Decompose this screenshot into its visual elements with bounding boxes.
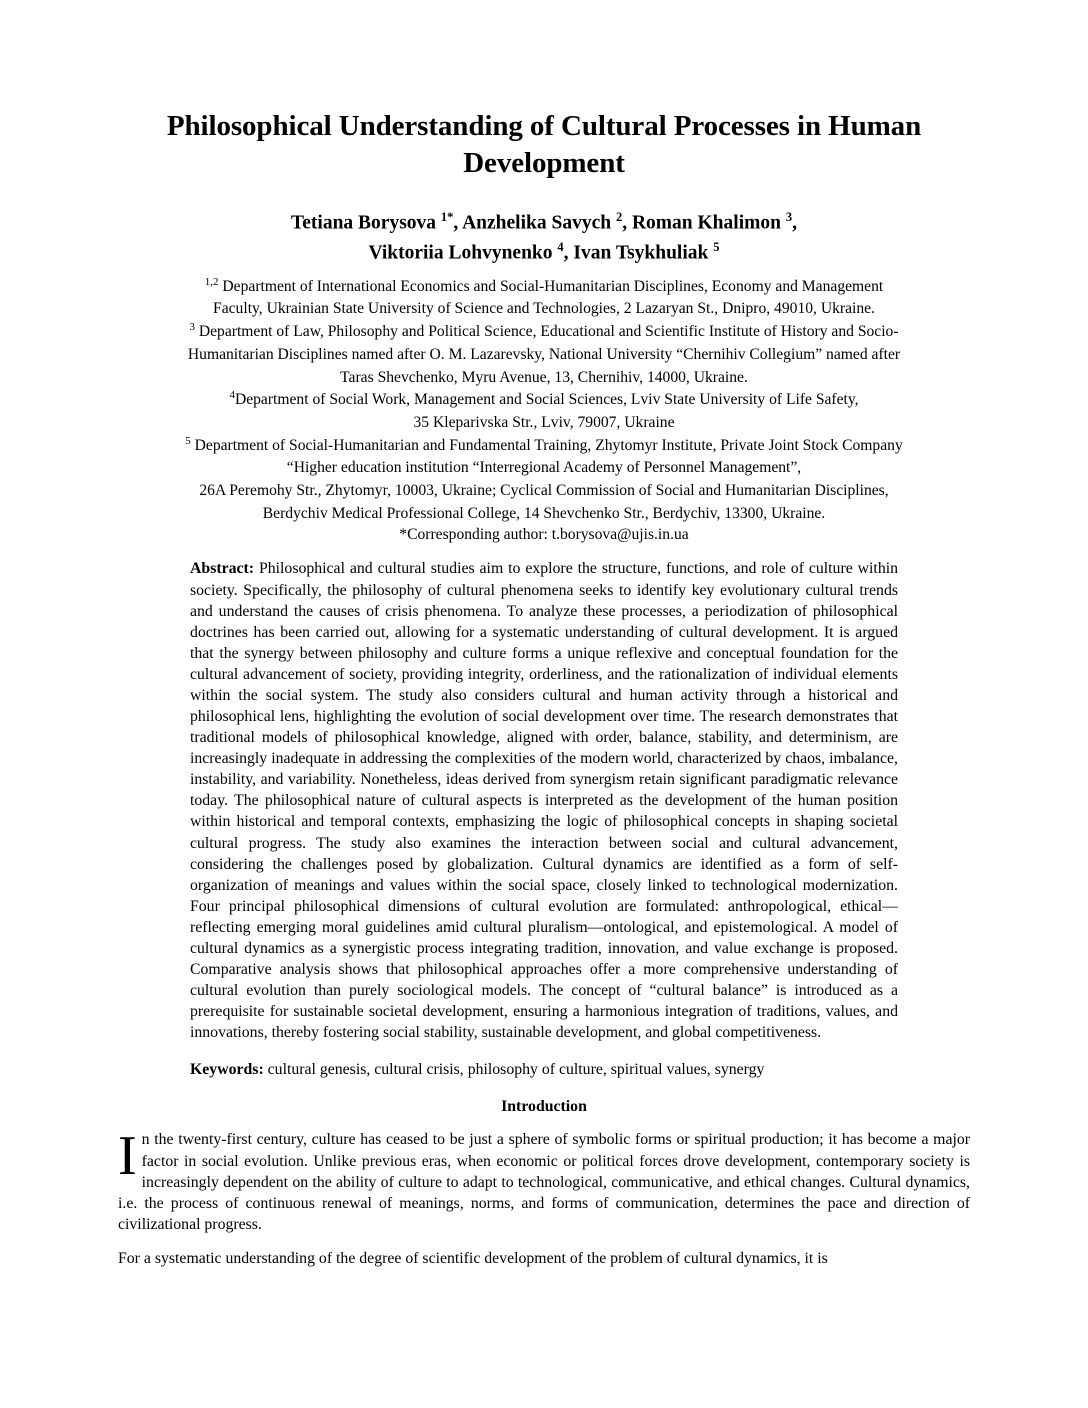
- author-line-1: [118, 208, 970, 238]
- affiliation-text: Department of International Economics and Social-Humanitarian Disciplines, Economy and Management: [218, 277, 884, 295]
- abstract-section: [190, 558, 898, 1043]
- page-title: Philosophical Understanding of Cultural Processes in Human Development: [166, 110, 922, 180]
- author-name-4: Viktoriia Lohvynenko: [368, 242, 558, 264]
- affiliation-marker: 4: [229, 389, 235, 402]
- affiliation-text: 26A Peremohy Str., Zhytomyr, 10003, Ukraine; Cyclical Commission of Social and Humanitarian Disciplines,: [199, 482, 889, 500]
- affiliation-line: [118, 343, 970, 366]
- affiliation-line: [118, 275, 970, 298]
- affiliation-text: 35 Kleparivska Str., Lviv, 79007, Ukraine: [413, 414, 675, 432]
- author-list: [118, 208, 970, 268]
- author-name-1: Tetiana Borysova: [291, 212, 441, 234]
- affiliation-line: [118, 320, 970, 343]
- affiliation-text: Faculty, Ukrainian State University of Science and Technologies, 2 Lazaryan St., Dnipro, 49010, Ukraine.: [213, 300, 875, 318]
- section-heading-introduction: Introduction: [501, 1098, 587, 1116]
- author-affil-marker-2: 2: [615, 210, 623, 225]
- author-line-2: [118, 238, 970, 268]
- affiliation-line: [118, 388, 970, 411]
- keywords-label: Keywords:: [190, 1061, 264, 1079]
- author-sep-2: , Roman Khalimon: [622, 212, 786, 234]
- affiliation-line: [118, 434, 970, 457]
- author-sep-4: , Ivan Tsykhuliak: [563, 242, 714, 264]
- affiliation-line: [118, 456, 970, 479]
- keywords-text: cultural genesis, cultural crisis, philosophy of culture, spiritual values, synergy: [263, 1061, 765, 1079]
- affiliation-line: [118, 411, 970, 434]
- author-sep-1: , Anzhelika Savych: [453, 212, 616, 234]
- author-affil-marker-4: 4: [557, 239, 564, 254]
- corresponding-author: [118, 526, 970, 544]
- affiliation-text: Berdychiv Medical Professional College, 14 Shevchenko Str., Berdychiv, 13300, Ukraine.: [262, 504, 826, 522]
- drop-cap: I: [118, 1125, 137, 1188]
- affiliation-text: Humanitarian Disciplines named after O. M. Lazarevsky, National University “Chernihiv Collegium” named after: [187, 346, 901, 364]
- intro-paragraph-2-text: For a systematic understanding of the degree of scientific development of the problem of cultural dynamics, it is: [118, 1250, 828, 1268]
- affiliation-text: Department of Law, Philosophy and Political Science, Educational and Scientific Institute of History and Socio-: [194, 323, 899, 341]
- affiliation-text: Department of Social Work, Management and Social Sciences, Lviv State University of Life Safety,: [234, 391, 859, 409]
- author-affil-marker-3: 3: [785, 210, 793, 225]
- affiliation-block: [118, 275, 970, 525]
- affiliation-text: “Higher education institution “Interregional Academy of Personnel Management”,: [286, 459, 802, 477]
- author-affil-marker-5: 5: [713, 239, 720, 254]
- affiliation-line: [118, 366, 970, 389]
- corresponding-author-text: *Corresponding author: t.borysova@ujis.in.ua: [399, 526, 689, 544]
- abstract-text: Philosophical and cultural studies aim to explore the structure, functions, and role of culture within society. Specifically, the philosophy of cultural phenomena seeks to identify key evolutionary cultural trends and understand the causes of crisis phenomena. To analyze these processes, a periodization of philosophical doctrines has been carried out, allowing for a systematic understanding of cultural development. It is argued that the synergy between philosophy and culture forms a unique reflexive and conceptual foundation for the cultural advancement of society, providing integrity, orderliness, and the rationalization of individual elements within the social system. The study also considers cultural and human activity through a historical and philosophical lens, highlighting the evolution of social development over time. The research demonstrates that traditional models of philosophical knowledge, aligned with order, balance, stability, and determinism, are increasingly inadequate in addressing the complexities of the modern world, characterized by chaos, imbalance, instability, and variability. Nonetheless, ideas derived from synergism retain significant paradigmatic relevance today. The philosophical nature of cultural aspects is interpreted as the development of the human position within historical and temporal contexts, emphasizing the logic of philosophical concepts in shaping societal cultural progress. The study also examines the interaction between social and cultural advancement, considering the challenges posed by globalization. Cultural dynamics are identified as a form of self-organization of meanings and values within the social space, closely linked to technological modernization. Four principal philosophical dimensions of cultural evolution are formulated: anthropological, ethical—reflecting emerging moral guidelines amid cultural pluralism—ontological, and epistemological. A model of cultural dynamics as a synergistic process integrating tradition, innovation, and value exchange is proposed. Comparative analysis shows that philosophical approaches offer a more comprehensive understanding of cultural evolution than purely sociological models. The concept of “cultural balance” is introduced as a prerequisite for sustainable societal development, ensuring a harmonious integration of traditions, values, and innovations, thereby fostering social stability, sustainable development, and global competitiveness.: [190, 560, 898, 1042]
- intro-paragraph-1-text: n the twenty-first century, culture has ceased to be just a sphere of symbolic forms or spiritual production; it has become a major factor in social evolution. Unlike previous eras, when economic or political forces drove development, contemporary society is increasingly dependent on the ability of culture to adapt to technological, communicative, and ethical changes. Cultural dynamics, i.e. the process of continuous renewal of meanings, norms, and forms of communication, determines the pace and direction of civilizational progress.: [118, 1131, 970, 1234]
- affiliation-text: Taras Shevchenko, Myru Avenue, 13, Chernihiv, 14000, Ukraine.: [340, 368, 748, 386]
- abstract-label: Abstract:: [190, 560, 255, 578]
- author-sep-3: ,: [792, 212, 797, 234]
- intro-paragraph-1: [118, 1125, 970, 1235]
- affiliation-line: [118, 297, 970, 320]
- intro-paragraph-2: [118, 1248, 970, 1269]
- affiliation-line: [118, 502, 970, 525]
- keywords-section: [190, 1059, 898, 1080]
- affiliation-marker: 3: [189, 321, 195, 334]
- affiliation-line: [118, 479, 970, 502]
- author-affil-marker-1: 1*: [440, 210, 454, 225]
- affiliation-text: Department of Social-Humanitarian and Fundamental Training, Zhytomyr Institute, Private Joint Stock Company: [190, 436, 903, 454]
- affiliation-marker: 5: [185, 434, 191, 447]
- affiliation-marker: 1,2: [204, 275, 219, 288]
